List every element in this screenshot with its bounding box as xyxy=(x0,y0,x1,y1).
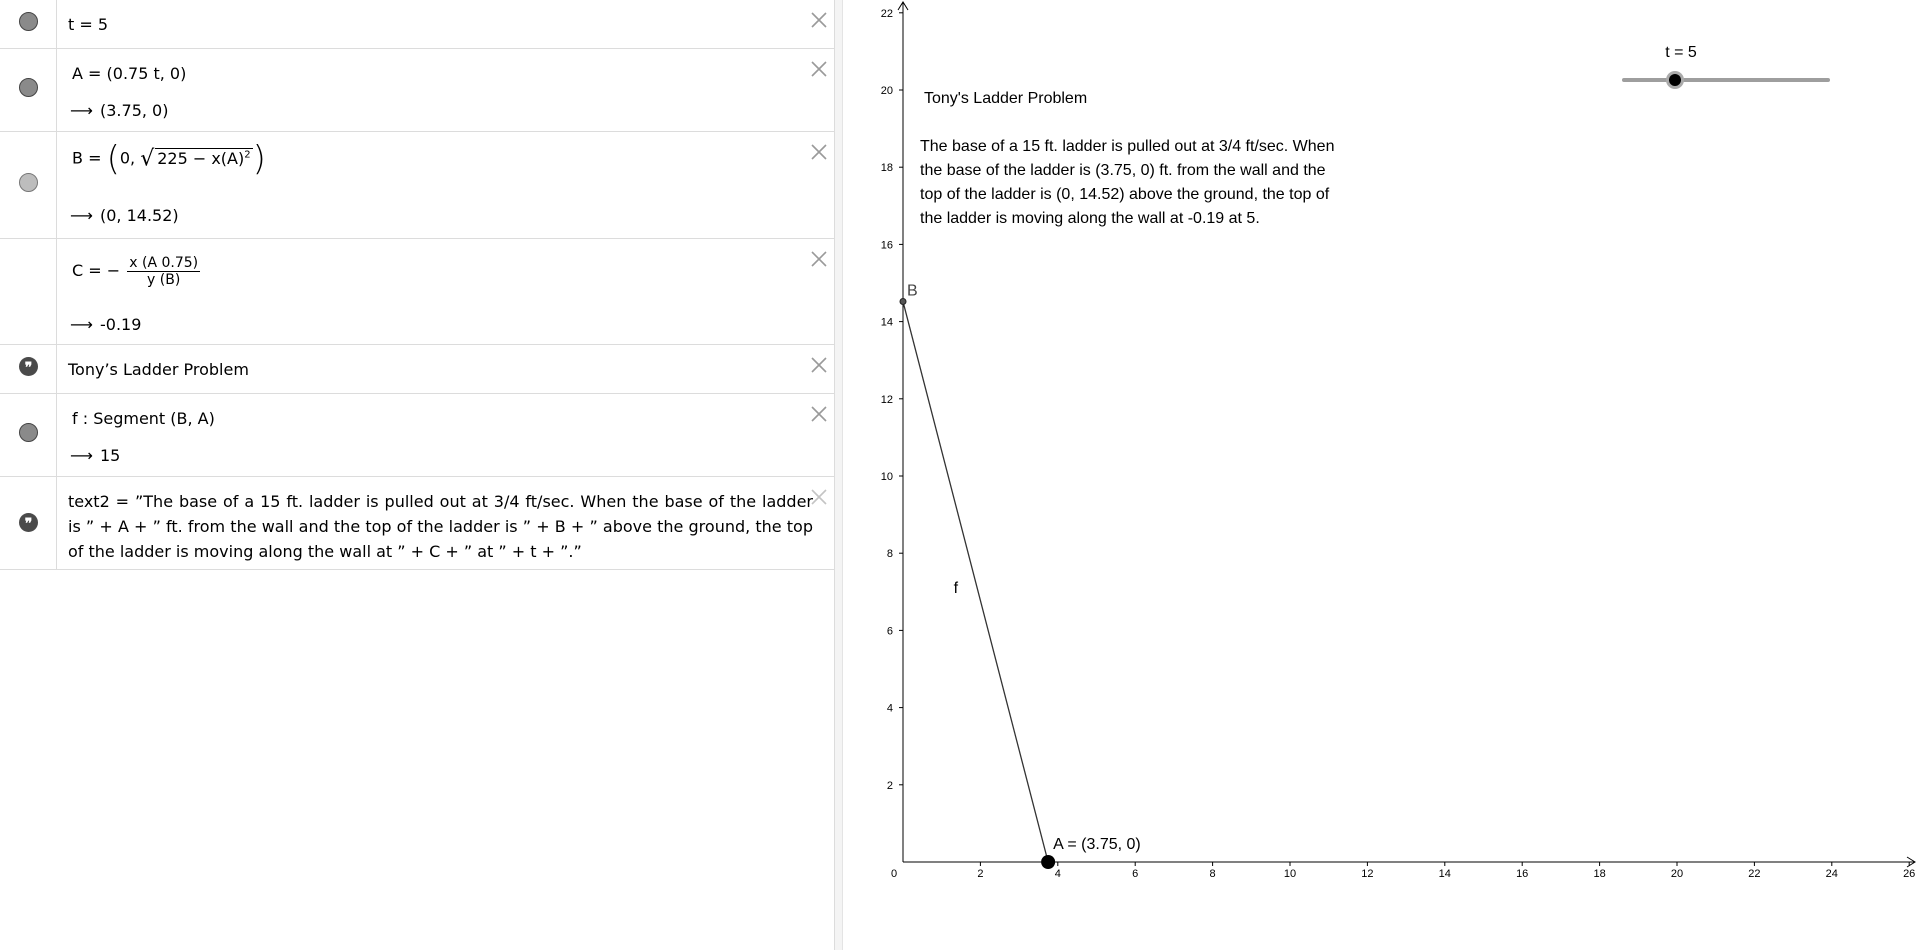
x-tick-label: 2 xyxy=(977,868,984,880)
visibility-marble-icon[interactable] xyxy=(19,78,38,97)
x-tick-label: 14 xyxy=(1438,868,1451,880)
output-arrow-icon: ⟶ xyxy=(70,446,93,465)
caption-title[interactable]: Tony's Ladder Problem xyxy=(924,90,1088,107)
fraction-denominator: y (B) xyxy=(147,272,181,288)
close-icon[interactable] xyxy=(809,404,829,424)
radicand-text: 225 − x(A) xyxy=(157,148,245,168)
close-icon[interactable] xyxy=(809,59,829,79)
segment-f xyxy=(903,302,1048,862)
segment-f-label: f xyxy=(953,579,959,597)
output-c-value: -0.19 xyxy=(100,315,142,334)
axes xyxy=(898,2,1915,867)
definition-c-lhs: C = − xyxy=(72,261,121,280)
algebra-row-b[interactable] xyxy=(0,132,835,239)
y-tick-label: 8 xyxy=(886,548,893,561)
y-tick-label: 18 xyxy=(880,162,893,175)
algebra-row-a[interactable] xyxy=(0,49,835,132)
visibility-marble-icon[interactable] xyxy=(19,423,38,442)
x-tick-label: 26 xyxy=(1903,868,1916,880)
output-f-value: 15 xyxy=(100,446,121,465)
exponent: 2 xyxy=(244,149,251,161)
open-paren: ( xyxy=(106,139,120,179)
x-tick-label: 22 xyxy=(1748,868,1761,880)
y-tick-label: 22 xyxy=(880,7,893,20)
close-icon[interactable] xyxy=(809,487,829,507)
sqrt-icon: √ xyxy=(140,146,155,172)
visibility-marble-icon[interactable] xyxy=(19,173,38,192)
x-tick-label: 20 xyxy=(1670,868,1684,880)
x-tick-label: 4 xyxy=(1054,868,1061,880)
fraction-numerator: x (A 0.75) xyxy=(129,255,199,271)
algebra-row-f[interactable] xyxy=(0,394,835,477)
row-gutter xyxy=(0,239,57,344)
fraction xyxy=(127,255,200,288)
visibility-marble-icon[interactable] xyxy=(19,12,38,31)
output-b xyxy=(70,206,179,225)
output-a xyxy=(70,101,168,120)
close-icon[interactable] xyxy=(809,142,829,162)
output-c xyxy=(70,315,141,334)
construction xyxy=(900,283,1141,869)
text-object-quote-icon[interactable]: ❞ xyxy=(19,513,38,532)
point-a-label: A = (3.75, 0) xyxy=(1053,836,1141,853)
y-tick-label: 10 xyxy=(880,471,893,483)
y-tick-label: 16 xyxy=(880,239,893,252)
algebra-view xyxy=(0,0,835,950)
algebra-row-t[interactable] xyxy=(0,0,835,49)
definition-b-inner: 0, xyxy=(119,148,141,168)
point-b-label: B xyxy=(907,282,918,300)
algebra-row-c[interactable] xyxy=(0,239,835,345)
definition-title-text[interactable]: Tony’s Ladder Problem xyxy=(68,360,249,379)
output-a-value: (3.75, 0) xyxy=(100,101,169,120)
output-b-value: (0, 14.52) xyxy=(100,206,179,225)
graphics-view[interactable] xyxy=(843,0,1920,950)
x-tick-label: 6 xyxy=(1132,868,1139,880)
definition-f[interactable]: f : Segment (B, A) xyxy=(72,409,215,428)
sqrt-radicand xyxy=(155,148,252,168)
y-tick-label: 20 xyxy=(880,85,893,97)
definition-b-lhs: B = xyxy=(72,148,107,168)
x-tick-label: 24 xyxy=(1825,868,1838,880)
close-icon[interactable] xyxy=(809,355,829,375)
x-tick-label: 10 xyxy=(1283,868,1297,880)
output-f xyxy=(70,446,120,465)
y-tick-label: 2 xyxy=(886,779,893,792)
close-paren: ) xyxy=(252,139,266,179)
close-icon[interactable] xyxy=(809,249,829,269)
point-b xyxy=(900,299,906,305)
y-tick-label: 12 xyxy=(880,393,893,406)
point-a xyxy=(1041,855,1055,869)
definition-a[interactable]: A = (0.75 t, 0) xyxy=(72,64,187,83)
text-object-quote-icon[interactable]: ❞ xyxy=(19,357,38,376)
caption-body[interactable]: The base of a 15 ft. ladder is pulled out at 3/4 ft/sec. When the base of the ladder is (3.75, 0) ft. from the wall and the top of the ladder is (0, 14.52) above the ground, the top of the ladder is moving along the wall at -0.19 at 5. xyxy=(920,138,1335,227)
y-tick-label: 14 xyxy=(880,316,893,329)
definition-text2[interactable]: text2 = ”The base of a 15 ft. ladder is pulled out at 3/4 ft/sec. When the base of the ladder is ” + A + ” ft. from the wall and the top of the ladder is ” + B + ” above the ground, the top of the ladder is moving along the wall at ” + C + ” at ” + t + ”.” xyxy=(68,492,813,561)
x-tick-label: 18 xyxy=(1593,868,1606,880)
slider-label[interactable]: t = 5 xyxy=(1665,44,1697,61)
slider-t[interactable] xyxy=(1624,44,1828,89)
x-tick-label: 12 xyxy=(1361,868,1374,880)
algebra-row-title-text[interactable] xyxy=(0,345,835,394)
origin-label: 0 xyxy=(891,868,898,880)
definition-t[interactable]: t = 5 xyxy=(68,15,109,34)
definition-b[interactable] xyxy=(72,139,266,179)
x-tick-label: 8 xyxy=(1209,868,1216,880)
slider-knob[interactable] xyxy=(1669,74,1681,86)
algebra-row-text2[interactable] xyxy=(0,477,835,570)
y-tick-label: 4 xyxy=(886,702,893,715)
x-tick-label: 16 xyxy=(1516,868,1529,880)
output-arrow-icon: ⟶ xyxy=(70,206,93,225)
output-arrow-icon: ⟶ xyxy=(70,101,93,120)
output-arrow-icon: ⟶ xyxy=(70,315,93,334)
y-tick-label: 6 xyxy=(886,625,893,638)
definition-c[interactable] xyxy=(72,255,200,288)
view-divider[interactable] xyxy=(835,0,843,950)
close-icon[interactable] xyxy=(809,10,829,30)
